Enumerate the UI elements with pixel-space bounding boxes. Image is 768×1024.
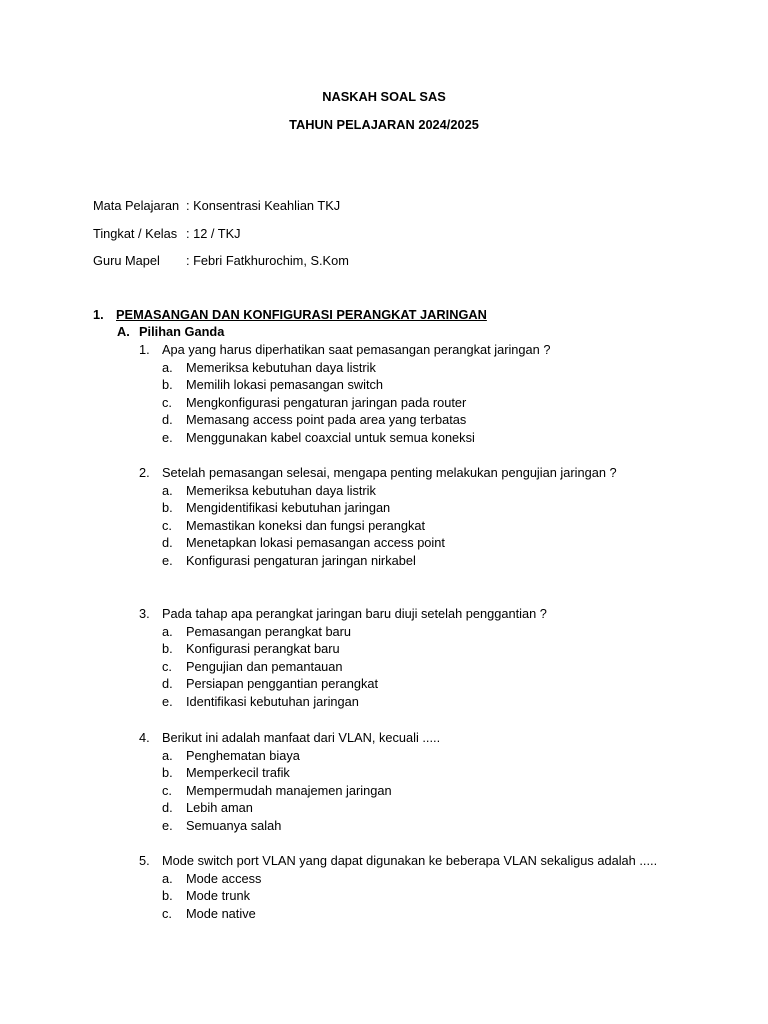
option-e <box>0 817 760 835</box>
question-number: 3. <box>139 606 150 621</box>
question-text: Pada tahap apa perangkat jaringan baru diuji setelah penggantian ? <box>162 606 547 621</box>
option-text: Memperkecil trafik <box>186 765 290 781</box>
question-5 <box>0 852 760 922</box>
option-text: Semuanya salah <box>186 817 282 833</box>
option-b <box>0 764 760 782</box>
option-letter: d. <box>162 676 173 692</box>
option-letter: a. <box>162 359 173 375</box>
option-letter: c. <box>162 782 172 798</box>
question-2 <box>0 464 760 570</box>
option-a <box>0 747 760 765</box>
option-b <box>0 499 760 517</box>
option-c <box>0 517 760 535</box>
option-text: Lebih aman <box>186 800 253 816</box>
question-1 <box>0 341 760 447</box>
option-a <box>0 870 760 888</box>
option-letter: e. <box>162 429 173 445</box>
option-a <box>0 482 760 500</box>
option-text: Pengujian dan pemantauan <box>186 658 343 674</box>
option-b <box>0 376 760 394</box>
option-text: Menggunakan kabel coaxcial untuk semua koneksi <box>186 429 475 445</box>
option-letter: c. <box>162 394 172 410</box>
option-b <box>0 640 760 658</box>
option-e <box>0 429 760 447</box>
option-letter: a. <box>162 747 173 763</box>
option-text: Identifikasi kebutuhan jaringan <box>186 693 359 709</box>
option-letter: b. <box>162 500 173 516</box>
option-text: Memeriksa kebutuhan daya listrik <box>186 482 376 498</box>
question-number: 4. <box>139 730 150 745</box>
option-c <box>0 782 760 800</box>
question-text: Setelah pemasangan selesai, mengapa penting melakukan pengujian jaringan ? <box>162 465 617 480</box>
question-text: Berikut ini adalah manfaat dari VLAN, kecuali ..... <box>162 730 441 745</box>
option-letter: d. <box>162 412 173 428</box>
option-letter: e. <box>162 693 173 709</box>
option-text: Mempermudah manajemen jaringan <box>186 782 392 798</box>
option-text: Penghematan biaya <box>186 747 300 763</box>
info-row-subject <box>93 197 340 215</box>
question-number: 2. <box>139 465 150 480</box>
option-text: Pemasangan perangkat baru <box>186 623 352 639</box>
option-text: Konfigurasi perangkat baru <box>186 641 340 657</box>
option-letter: b. <box>162 641 173 657</box>
option-letter: b. <box>162 888 173 904</box>
option-text: Mode access <box>186 870 262 886</box>
section-heading <box>93 306 487 324</box>
option-d <box>0 675 760 693</box>
question-number: 1. <box>139 342 150 357</box>
document-subtitle: TAHUN PELAJARAN 2024/2025 <box>289 117 479 132</box>
section-number: 1. <box>93 307 104 322</box>
info-label: Mata Pelajaran <box>93 198 180 213</box>
option-c <box>0 658 760 676</box>
option-a <box>0 623 760 641</box>
option-d <box>0 799 760 817</box>
info-row-teacher <box>93 252 349 270</box>
option-text: Memasang access point pada area yang terbatas <box>186 412 467 428</box>
info-value: : Konsentrasi Keahlian TKJ <box>186 198 341 213</box>
section-title: PEMASANGAN DAN KONFIGURASI PERANGKAT JARINGAN <box>116 307 487 322</box>
option-text: Konfigurasi pengaturan jaringan nirkabel <box>186 552 416 568</box>
document-title: NASKAH SOAL SAS <box>322 89 446 104</box>
option-text: Memilih lokasi pemasangan switch <box>186 377 384 393</box>
option-text: Mode trunk <box>186 888 251 904</box>
option-letter: d. <box>162 535 173 551</box>
option-letter: c. <box>162 517 172 533</box>
option-c <box>0 394 760 412</box>
option-letter: e. <box>162 552 173 568</box>
option-d <box>0 534 760 552</box>
option-letter: a. <box>162 482 173 498</box>
info-value: : 12 / TKJ <box>186 226 241 241</box>
option-c <box>0 905 760 923</box>
question-number: 5. <box>139 853 150 868</box>
info-row-class <box>93 225 241 243</box>
option-e <box>0 552 760 570</box>
subsection-heading <box>117 323 224 341</box>
info-value: : Febri Fatkhurochim, S.Kom <box>186 253 349 268</box>
question-text: Mode switch port VLAN yang dapat digunakan ke beberapa VLAN sekaligus adalah ..... <box>162 853 658 868</box>
subsection-letter: A. <box>117 324 130 339</box>
option-letter: e. <box>162 817 173 833</box>
option-text: Memastikan koneksi dan fungsi perangkat <box>186 517 426 533</box>
option-letter: a. <box>162 623 173 639</box>
question-text: Apa yang harus diperhatikan saat pemasangan perangkat jaringan ? <box>162 342 551 357</box>
option-text: Memeriksa kebutuhan daya listrik <box>186 359 376 375</box>
info-label: Guru Mapel <box>93 253 160 268</box>
option-letter: c. <box>162 658 172 674</box>
option-text: Mengidentifikasi kebutuhan jaringan <box>186 500 391 516</box>
option-letter: d. <box>162 800 173 816</box>
option-letter: c. <box>162 905 172 921</box>
option-text: Mode native <box>186 905 256 921</box>
question-4 <box>0 729 760 835</box>
option-letter: b. <box>162 765 173 781</box>
info-label: Tingkat / Kelas <box>93 226 178 241</box>
subsection-title: Pilihan Ganda <box>139 324 225 339</box>
question-3 <box>0 605 760 711</box>
option-e <box>0 693 760 711</box>
option-text: Mengkonfigurasi pengaturan jaringan pada router <box>186 394 467 410</box>
option-b <box>0 887 760 905</box>
option-a <box>0 359 760 377</box>
option-text: Menetapkan lokasi pemasangan access point <box>186 535 445 551</box>
option-letter: b. <box>162 377 173 393</box>
option-text: Persiapan penggantian perangkat <box>186 676 379 692</box>
option-d <box>0 411 760 429</box>
option-letter: a. <box>162 870 173 886</box>
